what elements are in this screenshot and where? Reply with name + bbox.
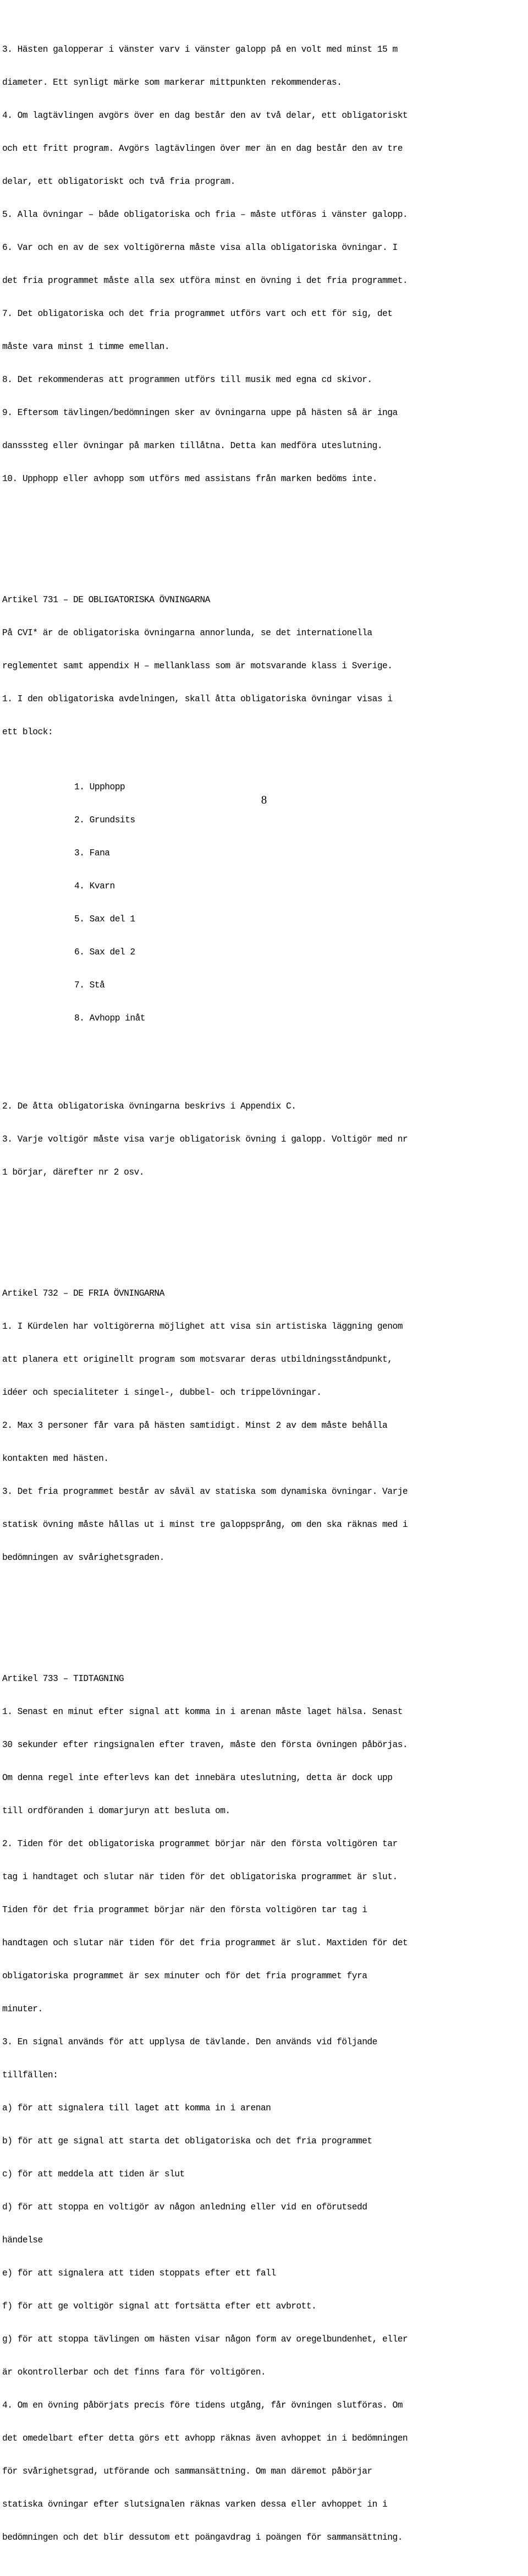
text-line: 7. Det obligatoriska och det fria programmet utförs vart och ett för sig, det [2, 309, 393, 319]
document-page [2, 0, 528, 2576]
text-line: 3. Hästen galopperar i vänster varv i vänster galopp på en volt med minst 15 m [2, 45, 398, 54]
exercise-item: 8. Avhopp inåt [74, 1013, 145, 1023]
text-line: 3. En signal används för att upplysa de tävlande. Den används vid följande [2, 2037, 377, 2047]
text-line: tag i handtaget och slutar när tiden för det obligatoriska programmet är slut. [2, 1872, 398, 1882]
text-line: På CVI* är de obligatoriska övningarna annorlunda, se det internationella [2, 628, 372, 638]
exercise-item: 4. Kvarn [74, 881, 115, 891]
exercise-item: 1. Upphopp [74, 782, 125, 792]
text-line: ett block: [2, 727, 53, 737]
text-line: 9. Eftersom tävlingen/bedömningen sker av övningarna uppe på hästen så är inga [2, 408, 398, 418]
text-line: det omedelbart efter detta görs ett avhopp räknas även avhoppet in i bedömningen [2, 2433, 408, 2443]
page-number: 8 [261, 793, 267, 806]
text-line: 1. Senast en minut efter signal att komma in i arenan måste laget hälsa. Senast [2, 1707, 403, 1717]
text-line: Tiden för det fria programmet börjar när den första voltigören tar tag i [2, 1905, 367, 1915]
exercise-item: 3. Fana [74, 848, 110, 858]
text-line: Om denna regel inte efterlevs kan det innebära uteslutning, detta är dock upp [2, 1773, 393, 1783]
section-top [2, 22, 528, 506]
exercise-item: 5. Sax del 1 [74, 914, 135, 924]
text-line: till ordföranden i domarjuryn att besluta om. [2, 1806, 230, 1816]
text-line: 4. Om lagtävlingen avgörs över en dag består den av två delar, ett obligatoriskt [2, 111, 408, 121]
text-line: idéer och specialiteter i singel-, dubbel- och trippelövningar. [2, 1388, 322, 1398]
text-line: obligatoriska programmet är sex minuter och för det fria programmet fyra [2, 1971, 367, 1981]
text-line: statisk övning måste hållas ut i minst tre galoppsprång, om den ska räknas med i [2, 1520, 408, 1530]
text-line: för svårighetsgrad, utförande och sammansättning. Om man däremot påbörjar [2, 2466, 372, 2476]
text-line: d) för att stoppa en voltigör av någon anledning eller vid en oförutsedd [2, 2202, 367, 2212]
paragraph-gap [2, 1607, 528, 1618]
text-line: f) för att ge voltigör signal att fortsätta efter ett avbrott. [2, 2301, 317, 2311]
text-line: tillfällen: [2, 2070, 58, 2080]
text-line: 4. Om en övning påbörjats precis före tidens utgång, får övningen slutföras. Om [2, 2400, 403, 2410]
exercise-item: 6. Sax del 2 [74, 947, 135, 957]
text-line: det fria programmet måste alla sex utföra minst en övning i det fria programmet. [2, 276, 408, 286]
text-line: e) för att signalera att tiden stoppats efter ett fall [2, 2268, 276, 2278]
text-line: 10. Upphopp eller avhopp som utförs med assistans från marken bedöms inte. [2, 474, 377, 484]
text-line: 3. Det fria programmet består av såväl av statiska som dynamiska övningar. Varje [2, 1487, 408, 1497]
text-line: 1 börjar, därefter nr 2 osv. [2, 1167, 144, 1177]
text-line: 6. Var och en av de sex voltigörerna måste visa alla obligatoriska övningar. I [2, 243, 398, 253]
text-line: statiska övningar efter slutsignalen räknas varken dessa eller avhoppet in i [2, 2499, 388, 2509]
text-line: är okontrollerbar och det finns fara för voltigören. [2, 2367, 266, 2377]
text-line: och ett fritt program. Avgörs lagtävlingen över mer än en dag består den av tre [2, 144, 403, 154]
text-line: 2. De åtta obligatoriska övningarna beskrivs i Appendix C. [2, 1101, 296, 1111]
article-733-heading: Artikel 733 – TIDTAGNING [2, 1674, 124, 1684]
text-line: 5. Alla övningar – både obligatoriska och fria – måste utföras i vänster galopp. [2, 210, 408, 220]
text-line: 1. I den obligatoriska avdelningen, skall åtta obligatoriska övningar visas i [2, 694, 393, 704]
text-line: bedömningen och det blir dessutom ett poängavdrag i poängen för sammansättning. [2, 2533, 403, 2542]
article-731-heading: Artikel 731 – DE OBLIGATORISKA ÖVNINGARNA [2, 595, 210, 605]
paragraph-gap [2, 1068, 528, 1079]
exercise-item: 2. Grundsits [74, 815, 135, 825]
text-line: delar, ett obligatoriskt och två fria program. [2, 177, 235, 187]
text-line: 8. Det rekommenderas att programmen utförs till musik med egna cd skivor. [2, 375, 372, 385]
text-line: att planera ett originellt program som motsvarar deras utbildningsståndpunkt, [2, 1355, 393, 1365]
text-line: diameter. Ett synligt märke som markerar mittpunkten rekommenderas. [2, 78, 342, 88]
paragraph-gap [2, 1222, 528, 1233]
text-line: dansssteg eller övningar på marken tillåtna. Detta kan medföra uteslutning. [2, 441, 383, 451]
text-line: handtagen och slutar när tiden för det fria programmet är slut. Maxtiden för det [2, 1938, 408, 1948]
text-line: 2. Tiden för det obligatoriska programmet börjar när den första voltigören tar [2, 1839, 398, 1849]
text-line: c) för att meddela att tiden är slut [2, 2169, 185, 2179]
text-line: måste vara minst 1 timme emellan. [2, 342, 170, 352]
exercise-item: 7. Stå [74, 980, 105, 990]
text-line: 3. Varje voltigör måste visa varje obligatorisk övning i galopp. Voltigör med nr [2, 1134, 408, 1144]
text-line: händelse [2, 2235, 43, 2245]
text-line: g) för att stoppa tävlingen om hästen visar någon form av oregelbundenhet, eller [2, 2334, 408, 2344]
text-line: reglementet samt appendix H – mellanklass som är motsvarande klass i Sverige. [2, 661, 393, 671]
article-732-heading: Artikel 732 – DE FRIA ÖVNINGARNA [2, 1289, 164, 1298]
paragraph-gap [2, 528, 528, 539]
text-line: 30 sekunder efter ringsignalen efter traven, måste den första övningen påbörjas. [2, 1740, 408, 1750]
article-732 [2, 1266, 528, 1585]
article-733 [2, 1651, 528, 2565]
text-line: bedömningen av svårighetsgraden. [2, 1553, 164, 1563]
article-731 [2, 572, 528, 1200]
text-line: 2. Max 3 personer får vara på hästen samtidigt. Minst 2 av dem måste behålla [2, 1421, 388, 1431]
text-line: minuter. [2, 2004, 43, 2014]
text-line: kontakten med hästen. [2, 1454, 109, 1464]
text-line: 1. I Kürdelen har voltigörerna möjlighet att visa sin artistiska läggning genom [2, 1322, 403, 1331]
text-line: a) för att signalera till laget att komma in i arenan [2, 2103, 271, 2113]
text-line: b) för att ge signal att starta det obligatoriska och det fria programmet [2, 2136, 372, 2146]
